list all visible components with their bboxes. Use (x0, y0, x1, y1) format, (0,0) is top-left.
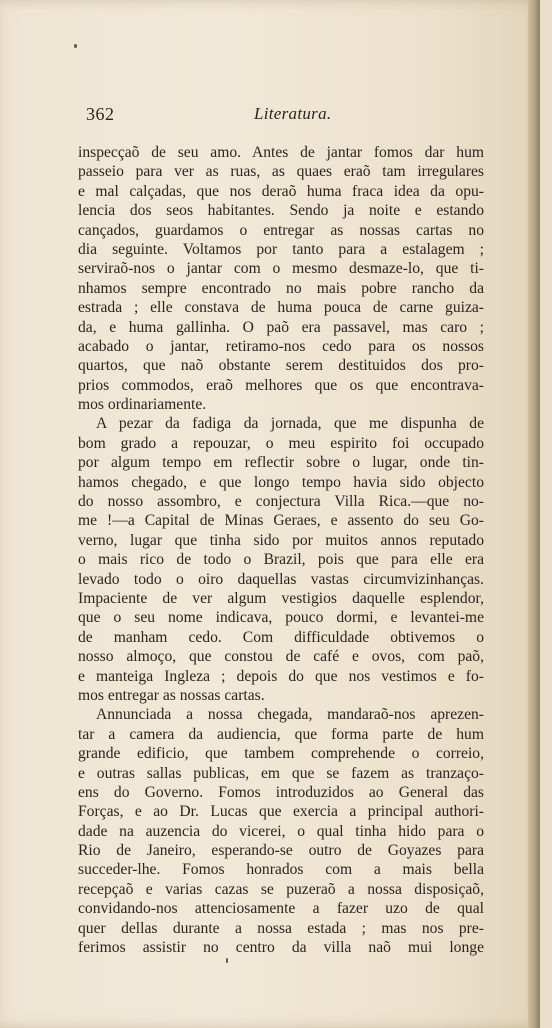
text-line: dade na auzencia do vicerei, o qual tinha hido para o (78, 822, 484, 840)
paper-speck (226, 958, 228, 963)
text-line: cançados, guardamos o entregar as nossas cartas no (78, 221, 484, 239)
text-line: e manteiga Ingleza ; depois do que nos vestimos e fo- (78, 667, 484, 685)
paper-speck (74, 44, 77, 48)
page-number: 362 (86, 104, 115, 124)
text-line: levado todo o oiro daquellas vastas circumvizinhanças. (78, 570, 484, 588)
paragraph (78, 143, 484, 414)
text-line: do nosso assombro, e conjectura Villa Rica.—que no- (78, 493, 484, 511)
text-line: verno, lugar que tinha sido por muitos annos reputado (78, 531, 484, 549)
text-line: bom grado a repouzar, o meu espirito foi occupado (78, 434, 484, 452)
text-line: convidando-nos attenciosamente a fazer uzo de qual (78, 900, 484, 918)
text-line: A pezar da fadiga da jornada, que me dispunha de (96, 415, 484, 433)
text-line: estrada ; elle constava de huma pouca de carne guiza- (78, 299, 484, 317)
text-line: recepçaõ e varias cazas se puzeraõ a nossa disposiçaõ, (78, 880, 484, 898)
running-title: Literatura. (254, 104, 332, 123)
body-text (78, 143, 484, 957)
text-line: lencia dos seos habitantes. Sendo ja noite e estando (78, 202, 484, 220)
text-line: de manham cedo. Com difficuldade obtivemos o (78, 628, 484, 646)
text-line: da, e huma gallinha. O paõ era passavel, mas caro ; (78, 318, 484, 336)
text-line: por algum tempo em reflectir sobre o lugar, onde tin- (78, 454, 484, 472)
paragraph (78, 705, 484, 957)
text-line: acabado o jantar, retiramo-nos cedo para os nossos (78, 337, 484, 355)
text-line: que o seu nome indicava, pouco dormi, e levantei-me (78, 609, 484, 627)
text-line: succeder-lhe. Fomos honrados com a mais bella (78, 861, 484, 879)
text-line: tar a camera da audiencia, que forma parte de hum (78, 725, 484, 743)
text-line: quartos, que naõ obstante serem destituidos dos pro- (78, 357, 484, 375)
text-line: mos entregar as nossas cartas. (78, 686, 265, 704)
text-line: serviraõ-nos o jantar com o mesmo desmaze-lo, que ti- (78, 260, 484, 278)
text-line: dia seguinte. Voltamos por tanto para a estalagem ; (78, 240, 484, 258)
text-line: Annunciada a nossa chegada, mandaraõ-nos aprezen- (96, 706, 484, 724)
text-line: ferimos assistir no centro da villa naõ mui longe (78, 939, 484, 957)
text-line: e mal calçadas, que nos deraõ huma fraca idea da opu- (78, 182, 484, 200)
text-line: ens do Governo. Fomos introduzidos ao General das (78, 783, 484, 801)
paragraph (78, 414, 484, 705)
text-line: quer dellas durante a nossa estada ; mas nos pre- (78, 919, 484, 937)
text-line: o mais rico de todo o Brazil, pois que para elle era (78, 551, 484, 569)
text-line: prios commodos, eraõ melhores que os que encontrava- (78, 376, 484, 394)
text-line: nosso almoço, que constou de café e ovos, com paõ, (78, 648, 484, 666)
text-line: e outras sallas publicas, em que se fazem as tranzaço- (78, 764, 484, 782)
running-head (86, 100, 484, 130)
page-edge (528, 0, 540, 1028)
text-line: hamos chegado, e que longo tempo havia sido objecto (78, 473, 484, 491)
text-line: Forças, e ao Dr. Lucas que exercia a principal authori- (78, 803, 484, 821)
text-line: mos ordinariamente. (78, 396, 207, 414)
text-line: passeio para ver as ruas, as quaes eraõ tam irregulares (78, 163, 484, 181)
text-line: Impaciente de ver algum vestigios daquelle esplendor, (78, 589, 484, 607)
text-line: me !—a Capital de Minas Geraes, e assento do seu Go- (78, 512, 484, 530)
text-line: grande edificio, que tambem comprehende o correio, (78, 745, 484, 763)
text-line: inspecçaõ de seu amo. Antes de jantar fomos dar hum (78, 144, 484, 161)
text-line: Rio de Janeiro, esperando-se outro de Goyazes para (78, 842, 484, 860)
text-line: nhamos sempre encontrado no mais pobre rancho da (78, 279, 484, 297)
